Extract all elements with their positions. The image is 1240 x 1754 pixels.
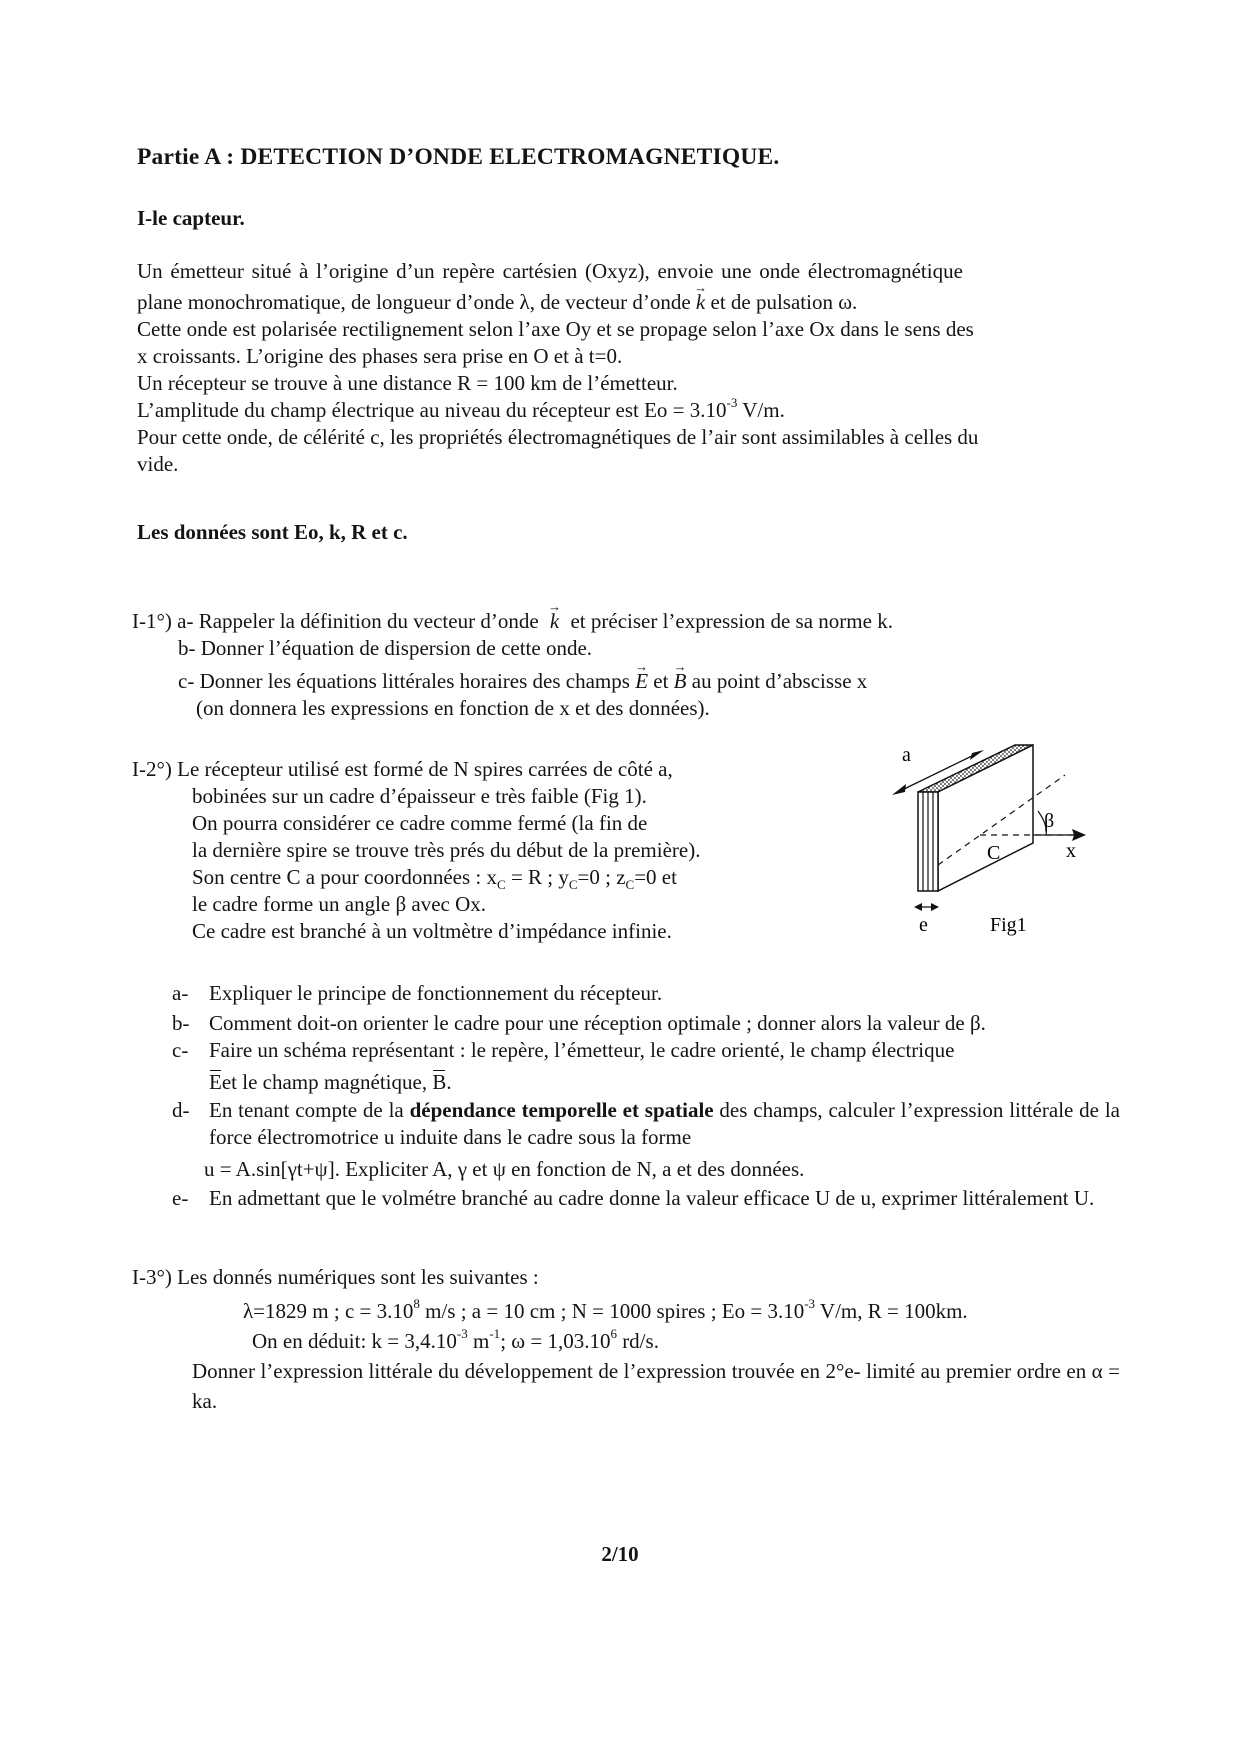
question-3-intro: I-3°) Les donnés numériques sont les suivantes : (132, 1265, 539, 1289)
statement-line: I-2°) Le récepteur utilisé est formé de N spires carrées de côté a, (132, 757, 673, 781)
question-1b: b- Donner l’équation de dispersion de cette onde. (178, 636, 593, 660)
figure-1-coil-diagram (860, 735, 1100, 950)
e-vector: → E (635, 668, 648, 695)
question-1 (132, 608, 893, 722)
e-field-symbol: E (209, 1070, 222, 1094)
label-x: x (1066, 840, 1076, 862)
figure-caption: Fig1 (990, 914, 1027, 936)
k-vector: → k (550, 608, 559, 635)
deduced-values-line: On en déduit: $k = 3,4.10^{-3}$ $m^{-1}$; $\omega = 1,03.10^6$ rd/s. (252, 1326, 659, 1353)
statement-line: Ce cadre est branché à un voltmètre d’impédance infinie. (192, 919, 672, 943)
numeric-data-line: λ=1829 m ; $c = 3.10^8$ m/s ; a = 10 cm ; N = 1000 spires ; $Eo = 3.10^{-3}$ V/m, R = 100km. (243, 1296, 968, 1323)
statement-line: bobinées sur un cadre d’épaisseur e très faible (Fig 1). (192, 784, 647, 808)
statement-line: Son centre C a pour coordonnées : $x_C = R$ ; $y_C=0$ ; $z_C=0$ et (192, 865, 677, 893)
question-1c: c- Donner les équations littérales horaires des champs → E et → B au point d’abscisse x (178, 668, 893, 695)
intro-paragraph (137, 258, 1120, 478)
intro-line: L’amplitude du champ électrique au niveau du récepteur est $Eo = 3.10^{-3}$ V/m. (137, 395, 785, 422)
b-vector: → B (674, 668, 687, 695)
intro-line: vide. (137, 452, 179, 476)
part-title: Partie A : DETECTION D’ONDE ELECTROMAGNETIQUE. (137, 144, 780, 170)
intro-line: Pour cette onde, de célérité c, les propriétés électromagnétiques de l’air sont assimilables à celles du (137, 425, 979, 449)
label-e: e (919, 914, 928, 936)
k-vector: → k (696, 289, 705, 316)
label-beta: β (1044, 810, 1055, 832)
intro-line: Cette onde est polarisée rectilignement selon l’axe Oy et se propage selon l’axe Ox dans le sens des (137, 317, 974, 341)
section-heading: I-le capteur. (137, 206, 245, 230)
question-2c: c- Faire un schéma représentant : le repère, l’émetteur, le cadre orienté, le champ électrique Eet le champ magnétique, B. (172, 1038, 955, 1094)
statement-line: la dernière spire se trouve très prés du début de la première). (192, 838, 701, 862)
question-2a: a- Expliquer le principe de fonctionnement du récepteur. (172, 981, 663, 1005)
question-2e: e- En admettant que le volmétre branché au cadre donne la valeur efficace U de u, exprimer littéralement U. (172, 1186, 1095, 1210)
question-2d: d- En tenant compte de la dépendance temporelle et spatiale des champs, calculer l’expression littérale de la force électromotrice u induite dans le cadre sous la forme u = A.sin[γt+ψ]. Expliciter A, γ et ψ en fonction de N, a et des données. (172, 1098, 1120, 1181)
statement-line: On pourra considérer ce cadre comme fermé (la fin de (192, 811, 648, 835)
question-1c-note: (on donnera les expressions en fonction de x et des données). (196, 696, 710, 720)
label-center-C: C (987, 842, 1001, 864)
question-2-statement (132, 756, 700, 945)
intro-line: x croissants. L’origine des phases sera prise en O et à t=0. (137, 344, 623, 368)
intro-line: Un émetteur situé à l’origine d’un repère cartésien (Oxyz), envoie une onde électromagnétique (137, 259, 963, 283)
question-1a: I-1°) a- Rappeler la définition du vecteur d’onde → k et préciser l’expression de sa norme k. (132, 608, 893, 635)
page-number: 2/10 (601, 1542, 639, 1566)
question-3-task: Donner l’expression littérale du développement de l’expression trouvée en 2°e- limité au premier ordre en α = ka. (192, 1359, 1120, 1413)
statement-line: le cadre forme un angle β avec Ox. (192, 892, 487, 916)
intro-line: plane monochromatique, de longueur d’onde λ, de vecteur d’onde → k et de pulsation ω. (137, 289, 1120, 316)
label-a: a (902, 744, 911, 766)
data-statement: Les données sont Eo, k, R et c. (137, 520, 408, 544)
intro-line: Un récepteur se trouve à une distance R = 100 km de l’émetteur. (137, 371, 678, 395)
b-field-symbol: B (432, 1070, 447, 1094)
question-2b: b- Comment doit-on orienter le cadre pour une réception optimale ; donner alors la valeur de β. (172, 1011, 986, 1035)
